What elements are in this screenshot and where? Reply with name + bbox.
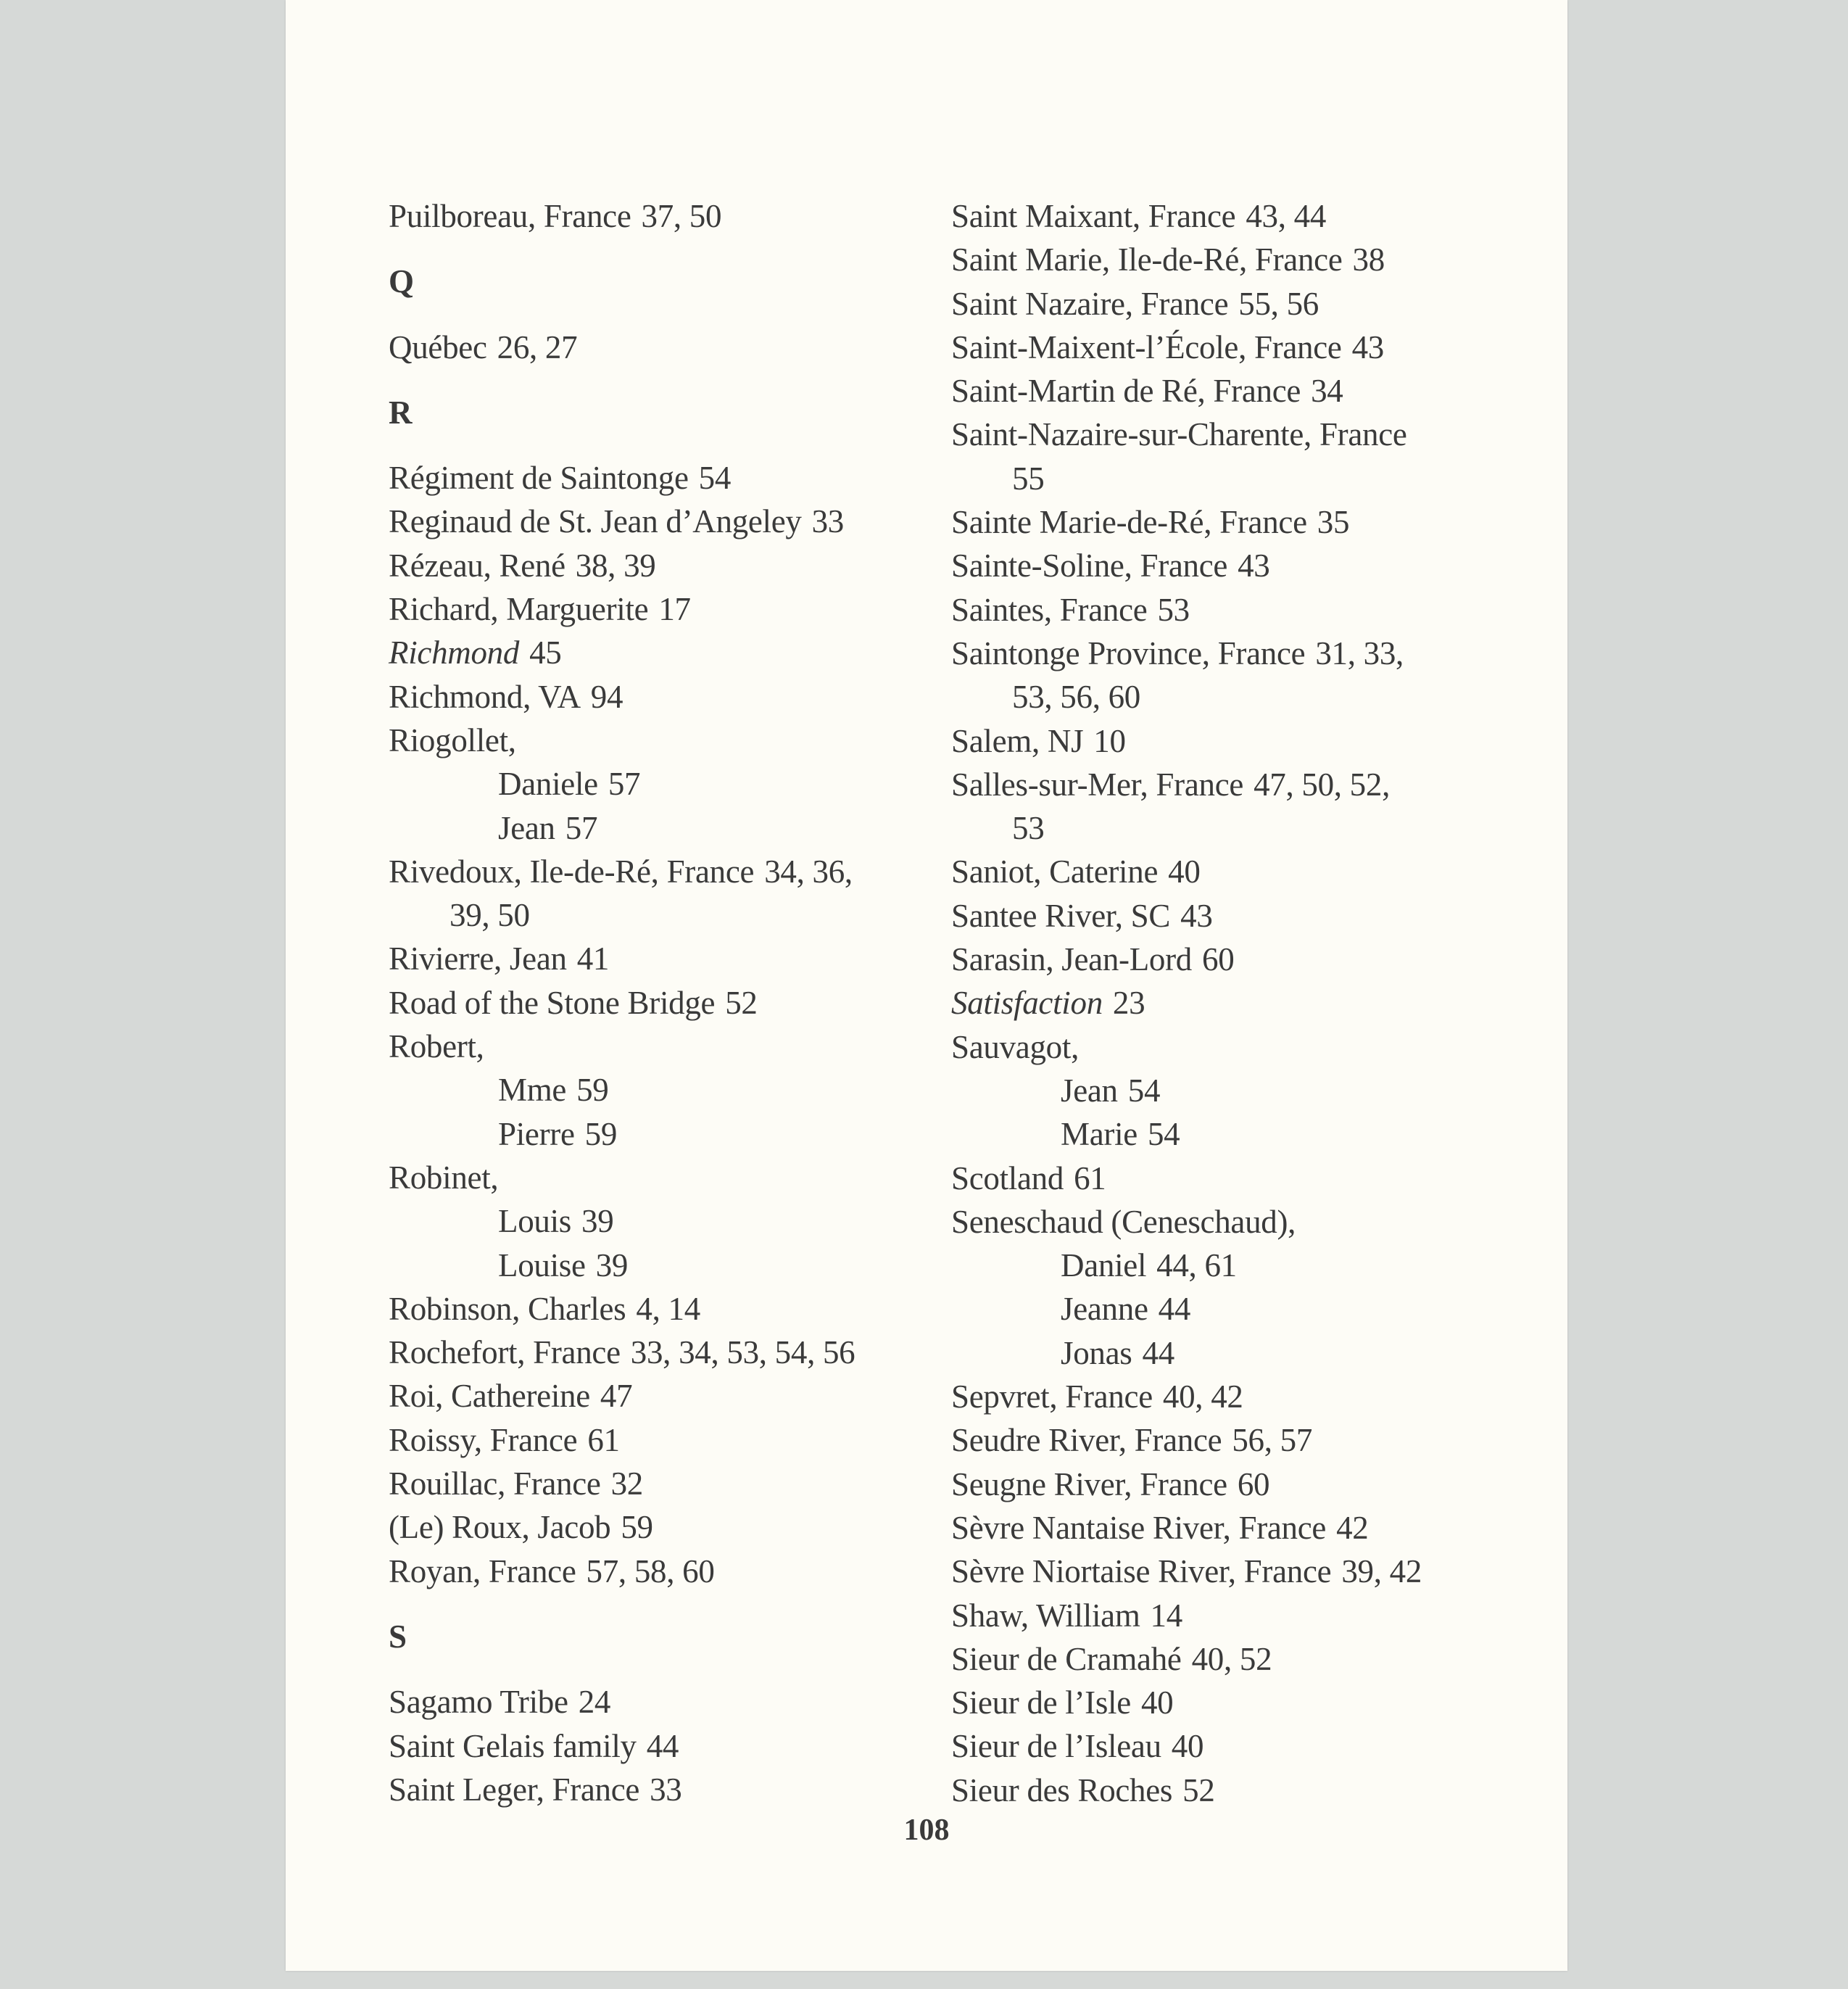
entry-term: Jean [1061, 1072, 1118, 1109]
entry-pages: 43, 44 [1246, 198, 1327, 234]
entry-term: Rivedoux, Ile-de-Ré, France [389, 853, 755, 890]
entry-pages: 52 [1182, 1771, 1215, 1808]
entry-pages: 47, 50, 52, [1254, 766, 1391, 803]
index-entry [951, 894, 1531, 938]
entry-term: Shaw, William [951, 1597, 1140, 1634]
entry-term: Richard, Marguerite [389, 591, 649, 628]
entry-term: Sèvre Niortaise River, France [951, 1553, 1332, 1590]
entry-term: 55 [1012, 460, 1045, 497]
index-entry [951, 1506, 1531, 1550]
entry-pages: 24 [578, 1684, 611, 1721]
entry-pages: 43 [1351, 328, 1385, 365]
index-entry [389, 456, 940, 500]
entry-term: Saint-Nazaire-sur-Charente, France [951, 416, 1407, 453]
entry-term: Saint Gelais family [389, 1727, 637, 1764]
entry-pages: 56, 57 [1232, 1422, 1313, 1459]
index-entry [951, 1681, 1531, 1724]
index-subentry [389, 1199, 940, 1243]
index-entry [951, 1724, 1531, 1768]
entry-term: Seneschaud (Ceneschaud), [951, 1203, 1296, 1240]
entry-term: Sèvre Nantaise River, France [951, 1509, 1327, 1546]
entry-term: Louise [498, 1246, 586, 1283]
entry-pages: 94 [590, 678, 623, 715]
entry-term: 53, 56, 60 [1012, 679, 1141, 716]
entry-pages: 40, 52 [1191, 1640, 1272, 1677]
index-entry [951, 1418, 1531, 1462]
entry-pages: 61 [1074, 1159, 1106, 1196]
entry-pages: 59 [576, 1072, 609, 1109]
entry-pages: 31, 33, [1315, 634, 1404, 671]
entry-pages: 23 [1112, 985, 1145, 1022]
index-entry [951, 1200, 1531, 1244]
index-entry [951, 588, 1531, 632]
index-entry [389, 1768, 940, 1811]
entry-pages: 57, 58, 60 [586, 1552, 715, 1589]
entry-term: Saintonge Province, France [951, 634, 1306, 671]
entry-term: Québec [389, 328, 487, 365]
entry-term: Rivierre, Jean [389, 940, 567, 977]
entry-term: Daniel [1061, 1247, 1147, 1284]
index-entry [951, 282, 1531, 326]
index-entry [389, 544, 940, 587]
index-entry [389, 1374, 940, 1418]
entry-term: (Le) Roux, Jacob [389, 1509, 611, 1546]
index-entry [951, 326, 1531, 369]
entry-term: 39, 50 [449, 897, 530, 934]
entry-pages: 59 [584, 1115, 618, 1152]
entry-term: Sainte Marie-de-Ré, France [951, 504, 1307, 541]
entry-term: Salles-sur-Mer, France [951, 766, 1244, 803]
index-subentry [951, 1112, 1531, 1156]
entry-term: Roissy, France [389, 1421, 578, 1458]
index-entry [951, 981, 1531, 1025]
index-entry [389, 1550, 940, 1593]
entry-pages: 61 [587, 1421, 620, 1458]
entry-pages: 32 [610, 1465, 644, 1502]
index-subentry [951, 1244, 1531, 1287]
entry-pages: 14 [1150, 1597, 1182, 1634]
entry-term: Saint Marie, Ile-de-Ré, France [951, 241, 1343, 278]
entry-term: Sagamo Tribe [389, 1684, 568, 1721]
entry-term: Daniele [498, 766, 598, 803]
index-entry [389, 326, 940, 369]
entry-pages: 17 [658, 591, 691, 628]
entry-term: Rézeau, René [389, 547, 565, 584]
entry-pages: 26, 27 [497, 328, 578, 365]
entry-term: Robinet, [389, 1159, 499, 1196]
entry-pages: 60 [1237, 1465, 1270, 1502]
index-entry [389, 587, 940, 631]
index-entry-continuation [951, 806, 1531, 850]
index-entry [951, 1025, 1531, 1069]
entry-term: Saintes, France [951, 591, 1148, 628]
entry-term: Richmond [389, 634, 520, 671]
entry-pages: 45 [529, 634, 562, 671]
entry-term: Sieur de Cramahé [951, 1640, 1182, 1677]
index-entry [951, 544, 1531, 587]
entry-term: Rouillac, France [389, 1465, 601, 1502]
entry-term: Sieur des Roches [951, 1771, 1173, 1808]
entry-pages: 38, 39 [575, 547, 656, 584]
entry-pages: 53 [1157, 591, 1190, 628]
entry-pages: 57 [608, 766, 641, 803]
entry-pages: 39 [581, 1203, 614, 1240]
entry-pages: 39, 42 [1341, 1553, 1422, 1590]
entry-pages: 37, 50 [641, 198, 722, 234]
entry-pages: 43 [1180, 897, 1213, 934]
index-entry [951, 1463, 1531, 1506]
index-entry [389, 1025, 940, 1068]
index-entry [389, 1505, 940, 1549]
entry-pages: 54 [1127, 1072, 1161, 1109]
section-letter: R [389, 394, 413, 431]
entry-pages: 57 [565, 809, 598, 846]
index-column-left [389, 194, 940, 1811]
index-subentry [389, 1112, 940, 1156]
index-entry [389, 850, 940, 893]
entry-pages: 60 [1202, 941, 1235, 978]
entry-term: Louis [498, 1203, 572, 1240]
entry-pages: 40 [1168, 853, 1201, 890]
entry-term: Sepvret, France [951, 1378, 1153, 1415]
entry-term: Robinson, Charles [389, 1290, 626, 1327]
index-entry [389, 194, 940, 238]
index-entry [951, 1594, 1531, 1637]
entry-term: Riogollet, [389, 721, 516, 758]
index-entry-continuation [951, 675, 1531, 719]
entry-pages: 10 [1093, 722, 1126, 759]
index-entry [389, 1462, 940, 1505]
entry-term: Richmond, VA [389, 678, 581, 715]
entry-term: Saint-Martin de Ré, France [951, 373, 1301, 410]
entry-term: Robert, [389, 1028, 484, 1065]
entry-term: Régiment de Saintonge [389, 460, 689, 497]
entry-term: Sainte-Soline, France [951, 547, 1228, 584]
index-entry [951, 1769, 1531, 1812]
index-column-right [951, 194, 1531, 1812]
index-entry-continuation [389, 893, 940, 937]
index-entry [951, 194, 1531, 238]
index-entry [951, 938, 1531, 981]
entry-pages: 44 [1158, 1291, 1191, 1328]
entry-term: Saint Nazaire, France [951, 285, 1229, 322]
entry-pages: 40, 42 [1162, 1378, 1243, 1415]
entry-term: Jonas [1061, 1334, 1132, 1371]
index-entry [389, 631, 940, 674]
entry-term: Jean [498, 809, 555, 846]
entry-pages: 33, 34, 53, 54, 56 [630, 1334, 855, 1371]
entry-pages: 59 [621, 1509, 653, 1546]
index-entry [389, 1287, 940, 1331]
entry-term: Scotland [951, 1159, 1064, 1196]
entry-pages: 42 [1336, 1509, 1369, 1546]
entry-pages: 39 [595, 1246, 629, 1283]
index-entry [951, 763, 1531, 806]
entry-pages: 44, 61 [1156, 1247, 1237, 1284]
entry-term: Sieur de l’Isle [951, 1684, 1131, 1721]
entry-pages: 40 [1171, 1728, 1204, 1765]
entry-term: Seudre River, France [951, 1422, 1222, 1459]
entry-pages: 43 [1238, 547, 1270, 584]
entry-term: Roi, Cathereine [389, 1378, 590, 1415]
entry-pages: 4, 14 [636, 1290, 700, 1327]
index-subentry [389, 762, 940, 806]
page-number: 108 [903, 1814, 950, 1847]
entry-term: Saniot, Caterine [951, 853, 1159, 890]
index-entry [389, 981, 940, 1025]
entry-pages: 52 [725, 984, 758, 1021]
index-subentry [389, 1068, 940, 1112]
entry-pages: 33 [650, 1771, 682, 1808]
entry-term: Sauvagot, [951, 1028, 1080, 1065]
index-entry [389, 937, 940, 980]
index-subentry [951, 1287, 1531, 1331]
entry-term: Sieur de l’Isleau [951, 1728, 1161, 1765]
entry-term: Saint Maixant, France [951, 198, 1236, 234]
index-entry [389, 719, 940, 762]
entry-term: 53 [1012, 810, 1045, 847]
index-entry [951, 500, 1531, 544]
index-entry [951, 1550, 1531, 1593]
index-subentry [951, 1069, 1531, 1112]
entry-term: Sarasin, Jean-Lord [951, 941, 1192, 978]
entry-pages: 38 [1352, 241, 1385, 278]
index-entry [389, 1156, 940, 1199]
index-entry [389, 500, 940, 543]
index-entry [389, 1418, 940, 1462]
entry-pages: 35 [1317, 504, 1350, 541]
entry-pages: 55, 56 [1238, 285, 1319, 322]
index-entry [389, 1724, 940, 1768]
entry-term: Saint Leger, France [389, 1771, 640, 1808]
index-entry-continuation [951, 457, 1531, 500]
entry-pages: 47 [600, 1378, 633, 1415]
entry-pages: 44 [1142, 1334, 1174, 1371]
section-letter: S [389, 1618, 407, 1655]
index-entry [951, 238, 1531, 281]
entry-pages: 54 [1147, 1116, 1180, 1153]
entry-pages: 33 [811, 503, 845, 540]
index-entry [951, 369, 1531, 413]
entry-term: Satisfaction [951, 985, 1103, 1022]
entry-term: Puilboreau, France [389, 198, 631, 234]
entry-pages: 41 [576, 940, 610, 977]
entry-pages: 40 [1140, 1684, 1174, 1721]
entry-pages: 44 [646, 1727, 679, 1764]
index-entry [951, 850, 1531, 893]
index-entry [389, 675, 940, 719]
entry-term: Santee River, SC [951, 897, 1171, 934]
entry-term: Mme [498, 1072, 567, 1109]
index-entry [951, 1157, 1531, 1200]
entry-pages: 34, 36, [764, 853, 853, 890]
index-subentry [389, 806, 940, 850]
book-page [286, 0, 1567, 1971]
entry-term: Road of the Stone Bridge [389, 984, 716, 1021]
entry-term: Saint-Maixent-l’École, France [951, 328, 1342, 365]
entry-term: Pierre [498, 1115, 575, 1152]
index-subentry [951, 1331, 1531, 1375]
entry-term: Seugne River, France [951, 1465, 1227, 1502]
entry-term: Salem, NJ [951, 722, 1084, 759]
index-subentry [389, 1244, 940, 1287]
index-entry [951, 413, 1531, 456]
index-entry [951, 632, 1531, 675]
index-entry [389, 1331, 940, 1374]
section-letter: Q [389, 263, 414, 300]
entry-term: Rochefort, France [389, 1334, 621, 1371]
entry-pages: 54 [698, 460, 732, 497]
index-entry [951, 719, 1531, 763]
entry-term: Reginaud de St. Jean d’Angeley [389, 503, 802, 540]
entry-term: Marie [1061, 1116, 1138, 1153]
entry-pages: 34 [1311, 373, 1343, 410]
entry-term: Jeanne [1061, 1291, 1148, 1328]
index-entry [951, 1637, 1531, 1681]
index-entry [389, 1680, 940, 1724]
index-entry [951, 1375, 1531, 1418]
entry-term: Royan, France [389, 1552, 576, 1589]
